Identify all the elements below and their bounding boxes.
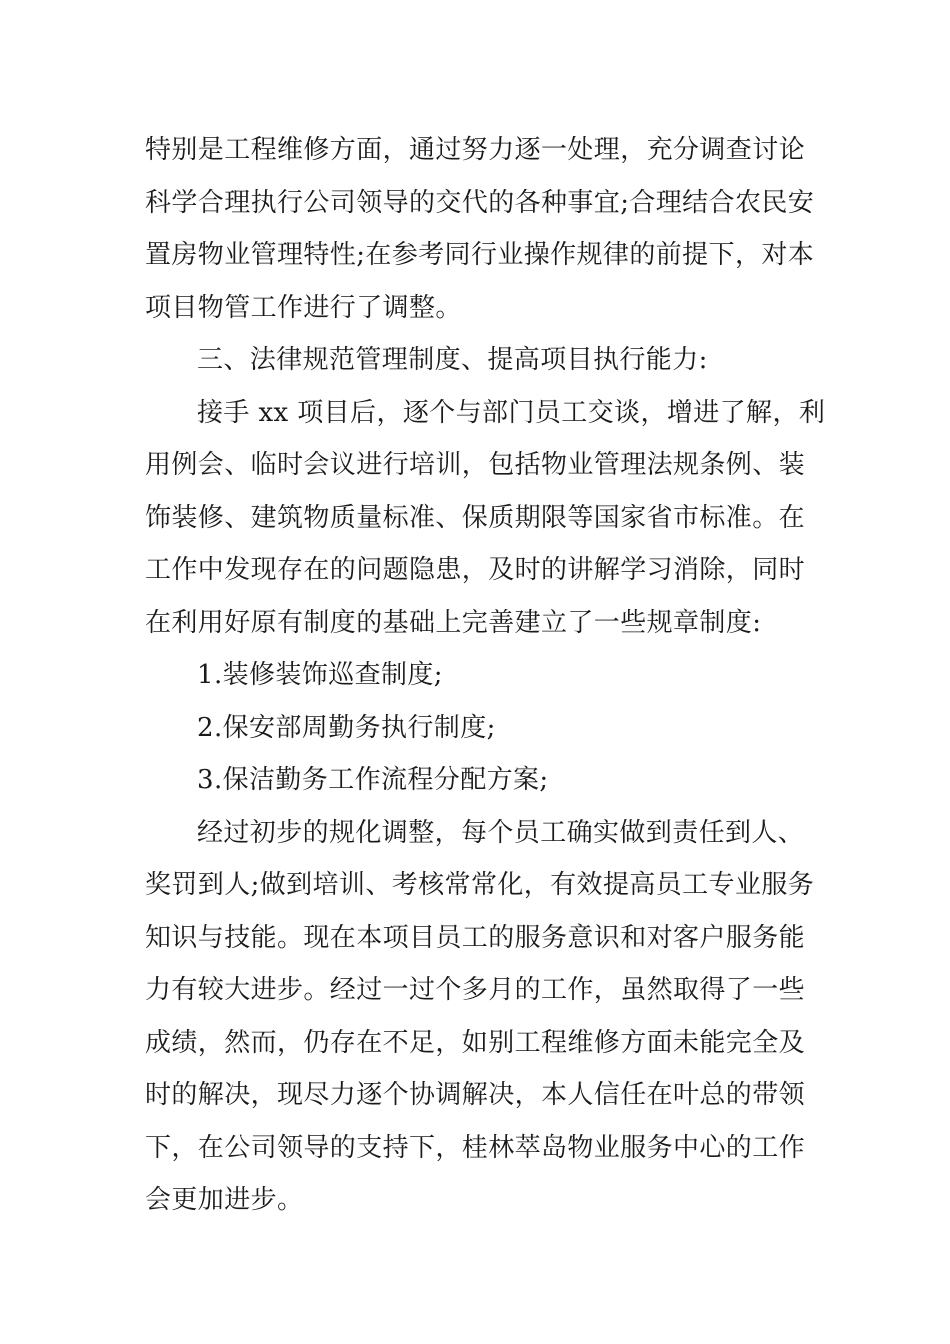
text-line: 特别是工程维修方面，通过努力逐一处理，充分调查讨论 <box>145 135 806 165</box>
list-item: 3.保洁勤务工作流程分配方案; <box>197 765 549 795</box>
text-line: 科学合理执行公司领导的交代的各种事宜;合理结合农民安 <box>145 187 815 218</box>
text-line: 工作中发现存在的问题隐患，及时的讲解学习消除，同时 <box>145 555 806 585</box>
text-line: 成绩，然而，仍存在不足，如别工程维修方面未能完全及 <box>145 1027 806 1058</box>
list-item: 2.保安部周勤务执行制度; <box>197 712 496 743</box>
text-line: 会更加进步。 <box>145 1185 304 1215</box>
document-body <box>145 124 826 1227</box>
text-line: 经过初步的规化调整，每个员工确实做到责任到人、 <box>197 817 805 848</box>
text-line: 饰装修、建筑物质量标准、保质期限等国家省市标准。在 <box>145 502 806 533</box>
text-line: 奖罚到人;做到培训、考核常常化，有效提高员工专业服务 <box>145 870 815 900</box>
text-line: 力有较大进步。经过一过个多月的工作，虽然取得了一些 <box>145 975 806 1005</box>
text-line: 时的解决，现尽力逐个协调解决，本人信任在叶总的带领 <box>145 1080 806 1110</box>
text-line: 下，在公司领导的支持下，桂林萃岛物业服务中心的工作 <box>145 1132 806 1163</box>
text-line: 接手 xx 项目后，逐个与部门员工交谈，增进了解，利 <box>197 397 826 428</box>
text-line: 项目物管工作进行了调整。 <box>145 292 462 323</box>
list-item: 1.装修装饰巡查制度; <box>197 660 443 690</box>
text-line: 知识与技能。现在本项目员工的服务意识和对客户服务能 <box>145 922 806 953</box>
section-heading: 三、法律规范管理制度、提高项目执行能力: <box>197 345 708 375</box>
text-line: 置房物业管理特性;在参考同行业操作规律的前提下，对本 <box>145 240 815 270</box>
text-line: 用例会、临时会议进行培训，包括物业管理法规条例、装 <box>145 450 806 480</box>
text-line: 在利用好原有制度的基础上完善建立了一些规章制度: <box>145 607 762 638</box>
